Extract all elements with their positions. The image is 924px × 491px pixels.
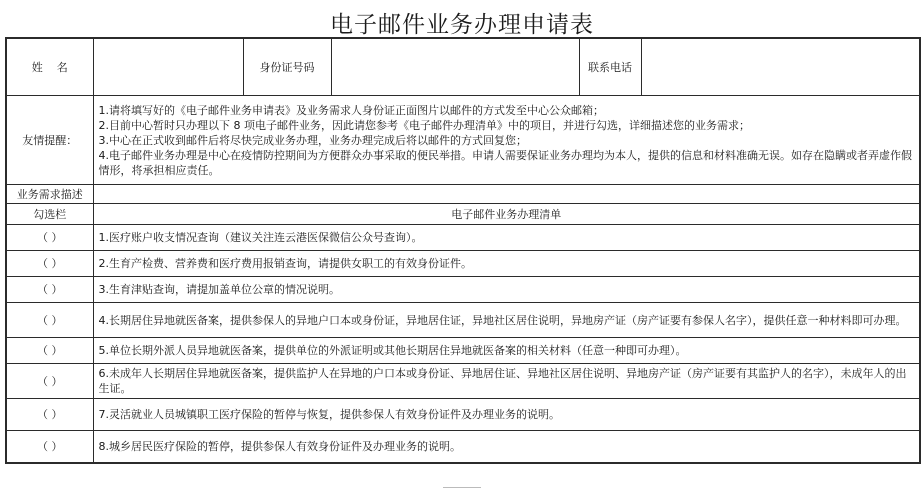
reminder-item: 4.电子邮件业务办理是中心在疫情防控期间为方便群众办事采取的便民举措。申请人需要保证业务办理均为本人，提供的信息和材料准确无误。如存在隐瞒或者弄虚作假情形，将承担相应责任。 [98,148,912,177]
reminder-label: 友情提醒： [6,96,93,185]
reminder-row [6,96,920,185]
phone-field[interactable] [641,38,920,96]
item-checkbox[interactable]: （ ） [6,225,93,251]
list-item [6,399,920,431]
reminder-item: 2.目前中心暂时只办理以下 8 项电子邮件业务，因此请您参考《电子邮件办理清单》中的项目，并进行勾选，详细描述您的业务需求； [98,118,750,132]
item-checkbox[interactable]: （ ） [6,251,93,277]
checkbox-column-header: 勾选栏 [6,204,93,225]
requirement-label: 业务需求描述 [6,185,93,204]
requirement-field[interactable] [93,185,920,204]
list-header-row [6,204,920,225]
item-text: 6.未成年人长期居住异地就医备案，提供监护人在异地的户口本或身份证、异地居住证、异地社区居住说明、异地房产证（房产证要有其监护人的名字），未成年人的出生证。 [93,364,920,399]
item-text: 7.灵活就业人员城镇职工医疗保险的暂停与恢复，提供参保人有效身份证件及办理业务的说明。 [93,399,920,431]
item-checkbox[interactable]: （ ） [6,277,93,303]
item-text: 8.城乡居民医疗保险的暂停，提供参保人有效身份证件及办理业务的说明。 [93,431,920,464]
item-checkbox[interactable]: （ ） [6,364,93,399]
list-item [6,303,920,338]
list-item [6,251,920,277]
reminder-item: 1.请将填写好的《电子邮件业务申请表》及业务需求人身份证正面图片以邮件的方式发至中心公众邮箱； [98,103,604,117]
item-checkbox[interactable]: （ ） [6,431,93,464]
list-item [6,364,920,399]
item-text: 5.单位长期外派人员异地就医备案，提供单位的外派证明或其他长期居住异地就医备案的相关材料（任意一种即可办理）。 [93,338,920,364]
item-text: 2.生育产检费、营养费和医疗费用报销查询，请提供女职工的有效身份证件。 [93,251,920,277]
name-field[interactable] [93,38,243,96]
list-item [6,277,920,303]
name-label: 姓 名 [6,38,93,96]
list-item [6,431,920,464]
requirement-row [6,185,920,204]
form-title: 电子邮件业务办理申请表 [330,12,594,38]
item-text: 4.长期居住异地就医备案，提供参保人的异地户口本或身份证，异地居住证，异地社区居住说明，异地房产证（房产证要有参保人名字），提供任意一种材料即可办理。 [93,303,920,338]
item-checkbox[interactable]: （ ） [6,303,93,338]
reminder-text [93,96,920,185]
applicant-info-row [6,38,920,96]
application-form-table [5,37,921,464]
list-item [6,338,920,364]
phone-label: 联系电话 [579,38,641,96]
id-number-label: 身份证号码 [243,38,331,96]
list-title: 电子邮件业务办理清单 [93,204,920,225]
item-checkbox[interactable]: （ ） [6,399,93,431]
id-number-field[interactable] [331,38,579,96]
reminder-item: 3.中心在正式收到邮件后将尽快完成业务办理，业务办理完成后将以邮件的方式回复您； [98,133,527,147]
item-text: 1.医疗账户收支情况查询（建议关注连云港医保微信公众号查询）。 [93,225,920,251]
item-checkbox[interactable]: （ ） [6,338,93,364]
list-item [6,225,920,251]
page-edge-mark [443,487,481,488]
item-text: 3.生育津贴查询，请提加盖单位公章的情况说明。 [93,277,920,303]
